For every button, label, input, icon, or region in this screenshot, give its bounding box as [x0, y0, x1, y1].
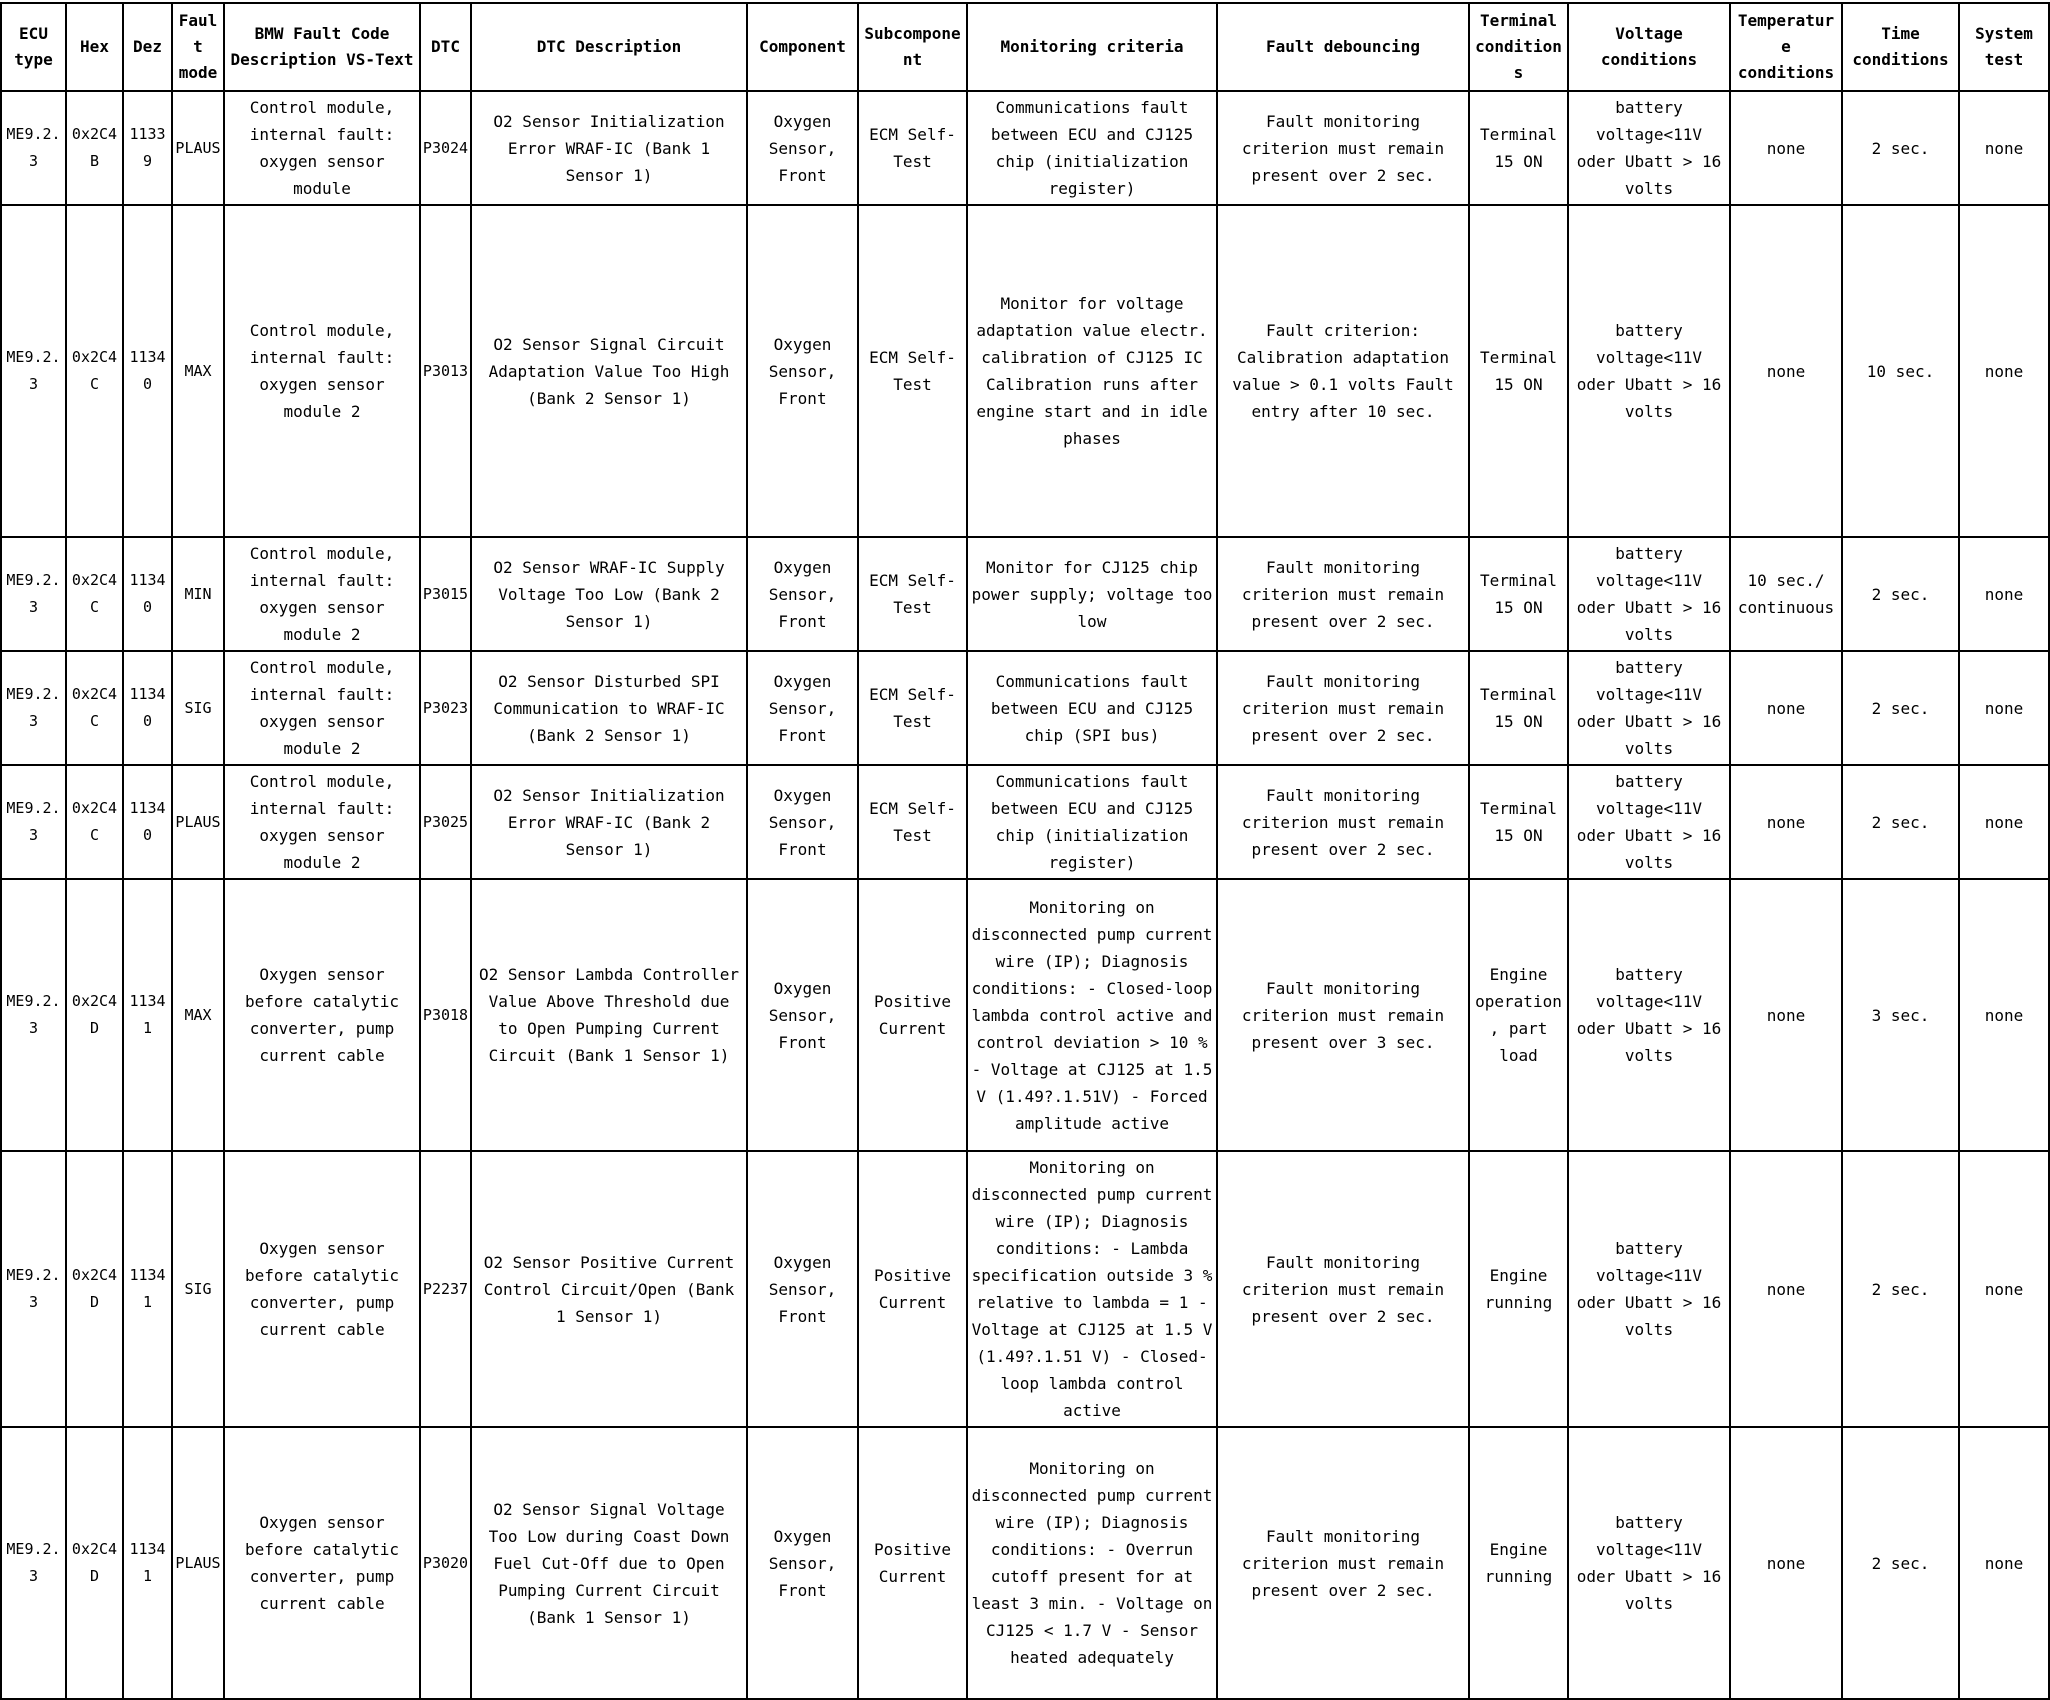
cell-temperature: none	[1730, 879, 1842, 1151]
cell-temperature: none	[1730, 91, 1842, 205]
table-row	[1, 1427, 2049, 1699]
cell-dez: 11341	[123, 1151, 172, 1427]
cell-monitoring: Monitoring on disconnected pump current wire (IP); Diagnosis conditions: - Lambda specification outside 3 % relative to lambda = 1 - Voltage at CJ125 at 1.5 V (1.49?.1.51 V) - Closed-loop lambda control active	[967, 1151, 1217, 1427]
cell-time: 3 sec.	[1842, 879, 1959, 1151]
cell-dtc: P3015	[420, 537, 471, 651]
cell-debouncing: Fault monitoring criterion must remain present over 2 sec.	[1217, 765, 1469, 879]
col-header-temperature: Temperature conditions	[1730, 3, 1842, 91]
cell-bmw-desc: Oxygen sensor before catalytic converter, pump current cable	[224, 879, 420, 1151]
col-header-subcomponent: Subcomponent	[858, 3, 967, 91]
cell-subcomponent: ECM Self-Test	[858, 765, 967, 879]
cell-subcomponent: ECM Self-Test	[858, 651, 967, 765]
cell-monitoring: Monitor for CJ125 chip power supply; voltage too low	[967, 537, 1217, 651]
cell-dtc-desc: O2 Sensor Positive Current Control Circuit/Open (Bank 1 Sensor 1)	[471, 1151, 747, 1427]
cell-component: Oxygen Sensor, Front	[747, 765, 858, 879]
cell-time: 2 sec.	[1842, 1151, 1959, 1427]
col-header-monitoring: Monitoring criteria	[967, 3, 1217, 91]
cell-mode: MAX	[172, 879, 224, 1151]
cell-system-test: none	[1959, 1151, 2049, 1427]
cell-dez: 11341	[123, 1427, 172, 1699]
cell-ecu: ME9.2.3	[1, 1427, 66, 1699]
cell-monitoring: Communications fault between ECU and CJ125 chip (initialization register)	[967, 765, 1217, 879]
cell-ecu: ME9.2.3	[1, 1151, 66, 1427]
col-header-debouncing: Fault debouncing	[1217, 3, 1469, 91]
cell-dtc: P2237	[420, 1151, 471, 1427]
cell-time: 2 sec.	[1842, 1427, 1959, 1699]
cell-subcomponent: ECM Self-Test	[858, 537, 967, 651]
table-body	[1, 91, 2049, 1699]
cell-bmw-desc: Control module, internal fault: oxygen sensor module 2	[224, 651, 420, 765]
cell-dtc-desc: O2 Sensor Lambda Controller Value Above Threshold due to Open Pumping Current Circuit (Bank 1 Sensor 1)	[471, 879, 747, 1151]
cell-debouncing: Fault monitoring criterion must remain present over 2 sec.	[1217, 1427, 1469, 1699]
cell-system-test: none	[1959, 1427, 2049, 1699]
cell-temperature: none	[1730, 651, 1842, 765]
cell-dtc: P3025	[420, 765, 471, 879]
cell-debouncing: Fault monitoring criterion must remain present over 2 sec.	[1217, 651, 1469, 765]
table-row	[1, 1151, 2049, 1427]
cell-dez: 11340	[123, 205, 172, 537]
col-header-fault-mode: Fault mode	[172, 3, 224, 91]
cell-terminal: Engine running	[1469, 1151, 1568, 1427]
cell-component: Oxygen Sensor, Front	[747, 537, 858, 651]
cell-dtc-desc: O2 Sensor WRAF-IC Supply Voltage Too Low (Bank 2 Sensor 1)	[471, 537, 747, 651]
cell-bmw-desc: Control module, internal fault: oxygen sensor module	[224, 91, 420, 205]
cell-voltage: battery voltage<11V oder Ubatt > 16 volts	[1568, 879, 1730, 1151]
cell-dtc: P3018	[420, 879, 471, 1151]
cell-component: Oxygen Sensor, Front	[747, 879, 858, 1151]
cell-dtc-desc: O2 Sensor Signal Voltage Too Low during Coast Down Fuel Cut-Off due to Open Pumping Current Circuit (Bank 1 Sensor 1)	[471, 1427, 747, 1699]
cell-debouncing: Fault monitoring criterion must remain present over 3 sec.	[1217, 879, 1469, 1151]
cell-voltage: battery voltage<11V oder Ubatt > 16 volts	[1568, 651, 1730, 765]
cell-voltage: battery voltage<11V oder Ubatt > 16 volts	[1568, 205, 1730, 537]
col-header-voltage: Voltage conditions	[1568, 3, 1730, 91]
cell-time: 10 sec.	[1842, 205, 1959, 537]
cell-hex: 0x2C4B	[66, 91, 123, 205]
col-header-system-test: System test	[1959, 3, 2049, 91]
cell-component: Oxygen Sensor, Front	[747, 91, 858, 205]
cell-time: 2 sec.	[1842, 765, 1959, 879]
cell-voltage: battery voltage<11V oder Ubatt > 16 volts	[1568, 1427, 1730, 1699]
cell-temperature: none	[1730, 205, 1842, 537]
cell-system-test: none	[1959, 879, 2049, 1151]
cell-terminal: Terminal 15 ON	[1469, 537, 1568, 651]
cell-debouncing: Fault monitoring criterion must remain present over 2 sec.	[1217, 1151, 1469, 1427]
cell-ecu: ME9.2.3	[1, 537, 66, 651]
cell-dez: 11340	[123, 537, 172, 651]
cell-dtc: P3013	[420, 205, 471, 537]
cell-monitoring: Monitoring on disconnected pump current wire (IP); Diagnosis conditions: - Overrun cutoff present for at least 3 min. - Voltage on CJ125 < 1.7 V - Sensor heated adequately	[967, 1427, 1217, 1699]
cell-debouncing: Fault criterion: Calibration adaptation value > 0.1 volts Fault entry after 10 sec.	[1217, 205, 1469, 537]
cell-component: Oxygen Sensor, Front	[747, 651, 858, 765]
cell-system-test: none	[1959, 537, 2049, 651]
cell-bmw-desc: Oxygen sensor before catalytic converter, pump current cable	[224, 1151, 420, 1427]
col-header-hex: Hex	[66, 3, 123, 91]
cell-terminal: Terminal 15 ON	[1469, 765, 1568, 879]
cell-temperature: none	[1730, 1151, 1842, 1427]
cell-hex: 0x2C4D	[66, 1151, 123, 1427]
table-row	[1, 91, 2049, 205]
cell-terminal: Engine running	[1469, 1427, 1568, 1699]
cell-monitoring: Communications fault between ECU and CJ125 chip (SPI bus)	[967, 651, 1217, 765]
cell-time: 2 sec.	[1842, 91, 1959, 205]
cell-terminal: Terminal 15 ON	[1469, 205, 1568, 537]
cell-mode: MIN	[172, 537, 224, 651]
cell-hex: 0x2C4C	[66, 651, 123, 765]
cell-terminal: Terminal 15 ON	[1469, 91, 1568, 205]
cell-temperature: none	[1730, 1427, 1842, 1699]
cell-subcomponent: Positive Current	[858, 1151, 967, 1427]
cell-monitoring: Monitor for voltage adaptation value electr. calibration of CJ125 IC Calibration runs after engine start and in idle phases	[967, 205, 1217, 537]
fault-code-sheet	[0, 2, 2048, 1700]
cell-voltage: battery voltage<11V oder Ubatt > 16 volts	[1568, 537, 1730, 651]
cell-bmw-desc: Control module, internal fault: oxygen sensor module 2	[224, 537, 420, 651]
cell-mode: MAX	[172, 205, 224, 537]
cell-dtc-desc: O2 Sensor Disturbed SPI Communication to WRAF-IC (Bank 2 Sensor 1)	[471, 651, 747, 765]
cell-ecu: ME9.2.3	[1, 91, 66, 205]
table-row	[1, 651, 2049, 765]
cell-system-test: none	[1959, 651, 2049, 765]
cell-hex: 0x2C4C	[66, 537, 123, 651]
cell-bmw-desc: Oxygen sensor before catalytic converter, pump current cable	[224, 1427, 420, 1699]
cell-subcomponent: Positive Current	[858, 879, 967, 1151]
cell-component: Oxygen Sensor, Front	[747, 1151, 858, 1427]
cell-temperature: 10 sec./ continuous	[1730, 537, 1842, 651]
cell-voltage: battery voltage<11V oder Ubatt > 16 volts	[1568, 1151, 1730, 1427]
cell-dtc-desc: O2 Sensor Signal Circuit Adaptation Value Too High (Bank 2 Sensor 1)	[471, 205, 747, 537]
cell-dtc-desc: O2 Sensor Initialization Error WRAF-IC (Bank 1 Sensor 1)	[471, 91, 747, 205]
cell-monitoring: Communications fault between ECU and CJ125 chip (initialization register)	[967, 91, 1217, 205]
cell-system-test: none	[1959, 91, 2049, 205]
cell-dez: 11340	[123, 765, 172, 879]
cell-temperature: none	[1730, 765, 1842, 879]
cell-hex: 0x2C4D	[66, 1427, 123, 1699]
cell-monitoring: Monitoring on disconnected pump current wire (IP); Diagnosis conditions: - Closed-loop lambda control active and control deviation > 10 % - Voltage at CJ125 at 1.5 V (1.49?.1.51V) - Forced amplitude active	[967, 879, 1217, 1151]
col-header-dtc-desc: DTC Description	[471, 3, 747, 91]
cell-mode: PLAUS	[172, 765, 224, 879]
col-header-dez: Dez	[123, 3, 172, 91]
table-row	[1, 205, 2049, 537]
fault-code-table	[0, 2, 2050, 1700]
cell-dtc: P3020	[420, 1427, 471, 1699]
cell-voltage: battery voltage<11V oder Ubatt > 16 volts	[1568, 765, 1730, 879]
cell-time: 2 sec.	[1842, 651, 1959, 765]
cell-subcomponent: ECM Self-Test	[858, 205, 967, 537]
cell-mode: PLAUS	[172, 1427, 224, 1699]
col-header-terminal: Terminal conditions	[1469, 3, 1568, 91]
col-header-bmw-desc: BMW Fault Code Description VS-Text	[224, 3, 420, 91]
cell-time: 2 sec.	[1842, 537, 1959, 651]
cell-hex: 0x2C4D	[66, 879, 123, 1151]
cell-mode: PLAUS	[172, 91, 224, 205]
cell-mode: SIG	[172, 651, 224, 765]
cell-dtc: P3023	[420, 651, 471, 765]
cell-hex: 0x2C4C	[66, 765, 123, 879]
cell-dez: 11339	[123, 91, 172, 205]
col-header-time: Time conditions	[1842, 3, 1959, 91]
cell-ecu: ME9.2.3	[1, 205, 66, 537]
cell-debouncing: Fault monitoring criterion must remain present over 2 sec.	[1217, 91, 1469, 205]
cell-dtc-desc: O2 Sensor Initialization Error WRAF-IC (Bank 2 Sensor 1)	[471, 765, 747, 879]
cell-mode: SIG	[172, 1151, 224, 1427]
cell-voltage: battery voltage<11V oder Ubatt > 16 volts	[1568, 91, 1730, 205]
cell-component: Oxygen Sensor, Front	[747, 205, 858, 537]
cell-bmw-desc: Control module, internal fault: oxygen sensor module 2	[224, 205, 420, 537]
cell-dez: 11341	[123, 879, 172, 1151]
cell-system-test: none	[1959, 205, 2049, 537]
cell-ecu: ME9.2.3	[1, 765, 66, 879]
table-row	[1, 765, 2049, 879]
header-row	[1, 3, 2049, 91]
cell-component: Oxygen Sensor, Front	[747, 1427, 858, 1699]
cell-bmw-desc: Control module, internal fault: oxygen sensor module 2	[224, 765, 420, 879]
cell-ecu: ME9.2.3	[1, 879, 66, 1151]
cell-subcomponent: ECM Self-Test	[858, 91, 967, 205]
cell-subcomponent: Positive Current	[858, 1427, 967, 1699]
cell-dtc: P3024	[420, 91, 471, 205]
table-row	[1, 537, 2049, 651]
col-header-dtc: DTC	[420, 3, 471, 91]
cell-terminal: Terminal 15 ON	[1469, 651, 1568, 765]
col-header-component: Component	[747, 3, 858, 91]
table-row	[1, 879, 2049, 1151]
col-header-ecu-type: ECU type	[1, 3, 66, 91]
cell-system-test: none	[1959, 765, 2049, 879]
cell-ecu: ME9.2.3	[1, 651, 66, 765]
cell-terminal: Engine operation, part load	[1469, 879, 1568, 1151]
cell-debouncing: Fault monitoring criterion must remain present over 2 sec.	[1217, 537, 1469, 651]
cell-dez: 11340	[123, 651, 172, 765]
cell-hex: 0x2C4C	[66, 205, 123, 537]
